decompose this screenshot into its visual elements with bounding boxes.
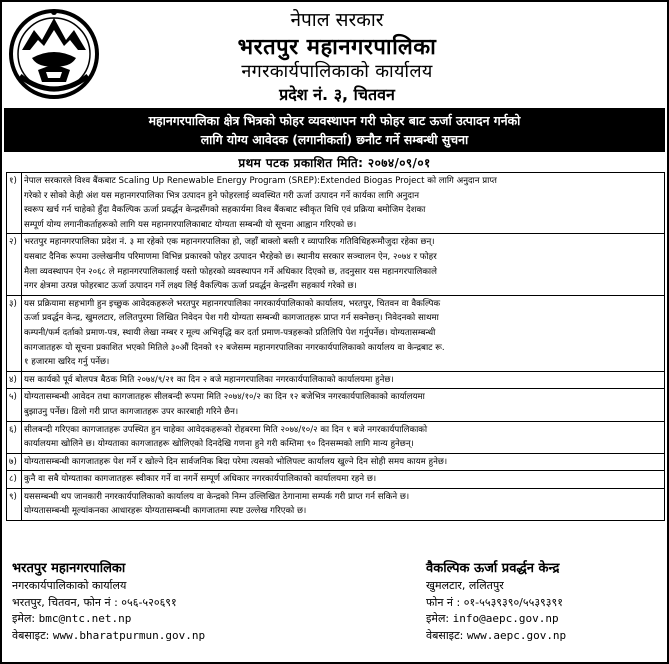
notice-item-line: गरेको र सोको केही अंश यस महानगरपालिका भित्र उत्पादन हुने फोहरलाई व्यवस्थित गरी ऊर्जा उत्पादन गर्ने कार्यका लागि अनुदान — [24, 190, 419, 201]
notice-item-row — [7, 371, 665, 389]
footer-right-phone: फोन नं : ०१-५५३९३९०/५५३९३९१ — [426, 595, 563, 609]
notice-item-number: ४) — [7, 371, 22, 389]
footer-right-email-row — [426, 611, 666, 628]
footer-left-address: भरतपुर, चितवन, फोन नं : ०५६-५२०६९१ — [12, 595, 177, 609]
notice-item-line: भरतपुर महानगरपालिका प्रदेश नं. ३ मा रहेको एक महानगरपालिका हो, जहाँ बाक्लो बस्ती र व्यापारिक गतिविधिहरूमौजुदा रहेका छन्। — [24, 237, 435, 248]
notice-item-line: बुझाउनु पर्नेछ। ढिलो गरी प्राप्त कागजातहरू उपर कारबाही गरिने छैन। — [24, 406, 239, 417]
notice-title-banner — [4, 108, 665, 152]
notice-item-line: सम्पूर्ण योग्य लगानीकर्ताहरूको लागि यस महानगरपालिकाबाट योग्यता सम्बन्धी यो सूचना आह्वान गरिएको छ। — [24, 219, 357, 230]
notice-title-line-2: लागि योग्य आवेदक (लगानीकर्ता) छनौट गर्ने सम्बन्धी सुचना — [200, 132, 469, 147]
notice-item-line: १ हजारमा खरिद गर्नु पर्नेछ। — [24, 357, 110, 368]
footer-right-email-label: इमेल: — [426, 612, 450, 625]
notice-item-line: योग्यतासम्बन्धी मूल्यांकनका आधारहरू योग्यतासम्बन्धी कागजातमा स्पष्ट उल्लेख गरिएको छ। — [24, 506, 307, 517]
notice-item-number: ९) — [7, 488, 22, 520]
notice-item-line: यससम्बन्धी थप जानकारी नगरकार्यपालिकाको कार्यालय वा केन्द्रको निम्न उल्लिखित ठेगानामा सम्पर्क गरी प्राप्त गर्न सकिने छ। — [24, 491, 410, 502]
notice-item-line: मैला व्यवस्थापन ऐन २०६८ ले महानगरपालिकालाई यस्तो फोहरको व्यवस्थापन गर्ने अधिकार दिएको छ, तदनुसार यस महानगरपालिकाले — [24, 266, 437, 277]
notice-item-text — [22, 453, 665, 471]
notice-item-number: ५) — [7, 389, 22, 421]
footer-left-email-link[interactable]: bmc@ntc.net.np — [38, 612, 132, 625]
notice-item-row — [7, 295, 665, 371]
notice-item-text — [22, 389, 665, 421]
notice-item-number: ७) — [7, 453, 22, 471]
notice-item-line: योग्यतासम्बन्धी आवेदन तथा कागजातहरू सीलबन्दी रूपमा मिति २०७४/१०/२ का दिन १२ बजेभित्र नगरकार्यपालिकाको कार्यालयमा — [24, 392, 425, 403]
notice-item-number: १) — [7, 173, 22, 234]
notice-item-line: कागजातहरू यो सूचना प्रकाशित भएको मितिले ३०औं दिनको १२ बजेसम्म महानगरपालिका नगरकार्यपालिकाको कार्यालय वा केन्द्रबाट रू. — [24, 342, 445, 353]
notice-item-row — [7, 234, 665, 295]
notice-item-text — [22, 471, 665, 489]
footer-left-name: भरतपुर महानगरपालिका — [12, 561, 126, 576]
notice-item-text — [22, 421, 665, 453]
notice-item-row — [7, 421, 665, 453]
notice-item-row — [7, 173, 665, 234]
notice-item-row — [7, 488, 665, 520]
header-municipality: भरतपुर महानगरपालिका — [237, 35, 437, 60]
notice-item-number: ६) — [7, 421, 22, 453]
notice-item-line: कुनै वा सबै योग्यताका कागजातहरू स्वीकार गर्ने वा नगर्ने सम्पूर्ण अधिकार नगरकार्यपालिकाको कार्यालयमा रहने छ। — [24, 474, 377, 485]
notice-item-line: कार्यालयमा खोलिने छ। योग्यताका कागजातहरू खोलिएको दिनदेखि गणना हुने गरी कम्तिमा ९० दिनसम्मको लागि मान्य हुनेछन्। — [24, 439, 414, 450]
notice-item-text — [22, 234, 665, 295]
notice-item-line: ऊर्जा प्रवर्द्धन केन्द्र, खुमलटार, ललितपुरमा लिखित निवेदन पेश गरी योग्यता सम्बन्धी कागजातहरू प्राप्त गर्न सक्नेछन्। निवेदनको साथमा — [24, 313, 439, 324]
notice-item-line: यसबाट दैनिक रूपमा उल्लेखनीय परिमाणमा विभिन्न प्रकारको फोहर उत्पादन भैरहेको छ। स्थानीय सरकार सञ्चालन ऐन, २०७४ र फोहर — [24, 251, 437, 262]
notice-item-line: सीलबन्दी गरिएका कागजातहरू उपस्थित हुन चाहेका आवेदकहरूको रोहबरमा मिति २०७४/१०/२ का दिन १ बजे नगरकार्यपालिकाको — [24, 424, 428, 435]
header-country: नेपाल सरकार — [290, 9, 384, 31]
footer-right-website-label: वेबसाइट: — [426, 628, 464, 642]
footer-left-website-row — [12, 628, 312, 645]
header-province: प्रदेश नं. ३, चितवन — [279, 85, 395, 104]
notice-item-line: स्वरूप खर्च गर्न चाहेको हुँदा वैकल्पिक ऊर्जा प्रवर्द्धन केन्द्रसँगको सहकार्यमा विश्व बैंकबाट स्वीकृत विधि एवं प्रक्रिया बमोजिम देशका — [24, 205, 426, 216]
notice-item-number: २) — [7, 234, 22, 295]
notice-item-row — [7, 453, 665, 471]
notice-item-number: ८) — [7, 471, 22, 489]
notice-item-row — [7, 471, 665, 489]
footer-contact-aepc — [426, 560, 666, 644]
footer-left-office: नगरकार्यपालिकाको कार्यालय — [12, 579, 127, 592]
footer-right-website-link[interactable]: www.aepc.gov.np — [466, 628, 567, 642]
notice-items-table — [6, 172, 665, 521]
footer-right-email-link[interactable]: info@aepc.gov.np — [452, 612, 559, 625]
footer-left-website-link[interactable]: www.bharatpurmun.gov.np — [52, 628, 206, 642]
notice-item-line: नगर क्षेत्रमा उत्पन्न फोहरबाट ऊर्जा उत्पादन गर्ने लक्ष्य लिई वैकल्पिक ऊर्जा प्रवर्द्धन केन्द्रसँग सहकार्य गरेको छ। — [24, 281, 357, 292]
notice-title-line-1: महानगरपालिका क्षेत्र भित्रको फोहर व्यवस्थापन गरी फोहर बाट ऊर्जा उत्पादन गर्नको — [148, 113, 521, 128]
notice-item-number: ३) — [7, 295, 22, 371]
notice-item-text — [22, 371, 665, 389]
publication-date: प्रथम पटक प्रकाशित मिति: २०७४/०९/०१ — [238, 156, 431, 170]
footer-left-email-label: इमेल: — [12, 612, 36, 625]
notice-item-line: यस कार्यको पूर्व बोलपत्र बैठक मिति २०७४/९/२१ का दिन २ बजे महानगरपालिका नगरकार्यपालिकाको कार्यालयमा हुनेछ। — [24, 374, 394, 385]
footer-right-website-row — [426, 628, 666, 645]
notice-item-line: योग्यतासम्बन्धी कागजातहरू पेश गर्ने र खोल्ने दिन सार्वजनिक बिदा परेमा त्यसको भोलिपल्ट कार्यालय खुल्ने दिन सोही समय कायम हुनेछ। — [24, 456, 448, 467]
notice-item-line: कम्पनी/फर्म दर्ताको प्रमाण-पत्र, स्थायी लेखा नम्बर र मूल्य अभिवृद्धि कर दर्ता प्रमाण-पत्रहरूको प्रतिलिपि पेश गर्नुपर्नेछ। योग्यतासम्बन्धी — [24, 327, 436, 338]
notice-item-line: नेपाल सरकारले विश्व बैंकबाट Scaling Up Renewable Energy Program (SREP):Extended Biogas Project को लागि अनुदान प्राप्त — [24, 176, 497, 186]
notice-item-row — [7, 389, 665, 421]
notice-item-text — [22, 173, 665, 234]
header-office: नगरकार्यपालिकाको कार्यालय — [241, 61, 433, 82]
footer-contact-municipality — [12, 560, 312, 644]
footer-right-name: वैकल्पिक ऊर्जा प्रवर्द्धन केन्द्र — [426, 561, 560, 576]
notice-item-text — [22, 488, 665, 520]
footer-left-email-row — [12, 611, 312, 628]
notice-item-line: यस प्रक्रियामा सहभागी हुन इच्छुक आवेदकहरूले भरतपुर महानगरपालिका नगरकार्यपालिकाको कार्यालय, भरतपुर, चितवन वा वैकल्पिक — [24, 298, 441, 309]
nepal-government-emblem-icon — [8, 6, 100, 100]
footer-right-address: खुमलटार, ललितपुर — [426, 579, 504, 592]
notice-item-text — [22, 295, 665, 371]
footer-left-website-label: वेबसाइट: — [12, 628, 50, 642]
